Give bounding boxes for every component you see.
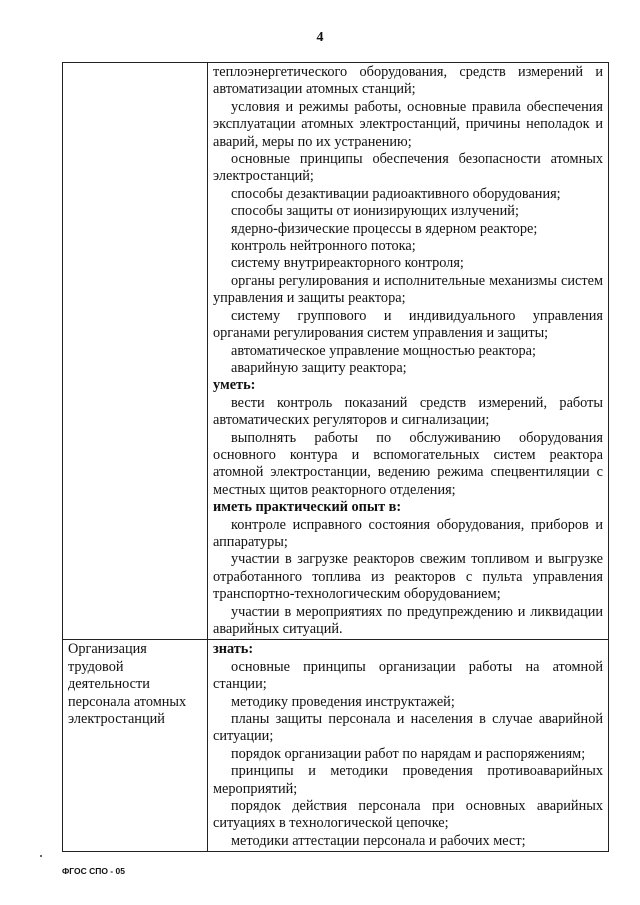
requirement-item: методики аттестации персонала и рабочих мест; [231, 832, 526, 849]
requirement-heading: иметь практический опыт в: [213, 499, 402, 516]
requirement-item: вести контроль показаний средств измерений, работы автоматических регуляторов и сигнализации; [213, 394, 603, 429]
requirements-cell [208, 63, 609, 640]
requirement-item: контроле исправного состояния оборудования, приборов и аппаратуры; [213, 516, 603, 550]
section-title-cell [63, 63, 208, 640]
requirement-item: порядок организации работ по нарядам и распоряжениям; [231, 745, 586, 762]
requirement-item: аварийную защиту реактора; [231, 359, 407, 376]
section-title-line: Организация [68, 641, 147, 658]
requirements-cell [208, 640, 609, 852]
requirement-item: принципы и методики проведения противоаварийных мероприятий; [213, 763, 603, 797]
requirement-item: систему группового и индивидуального управления органами регулирования систем управления и защиты; [213, 307, 603, 342]
competency-table [62, 62, 609, 852]
requirement-item: методику проведения инструктажей; [231, 693, 455, 710]
requirement-item: ядерно-физические процессы в ядерном реакторе; [231, 220, 538, 237]
section-title-line: трудовой [68, 658, 124, 675]
requirement-item: основные принципы обеспечения безопасности атомных электростанций; [213, 151, 603, 185]
requirement-item: способы защиты от ионизирующих излучений; [231, 203, 519, 220]
requirement-item: систему внутриреакторного контроля; [231, 255, 464, 272]
requirement-item: участии в мероприятиях по предупреждению и ликвидации аварийных ситуаций. [213, 603, 603, 637]
requirement-item: контроль нейтронного потока; [231, 238, 416, 255]
scan-speck [40, 855, 42, 857]
footer-label: ФГОС СПО - 05 [62, 866, 125, 876]
section-title-line: персонала атомных [68, 693, 187, 710]
section-title-cell [63, 640, 208, 852]
requirement-heading: уметь: [213, 377, 256, 394]
requirement-item: основные принципы организации работы на атомной станции; [213, 658, 603, 693]
table-row [63, 63, 609, 640]
page-number: 4 [316, 30, 324, 45]
table-row [63, 640, 609, 852]
requirement-item: автоматическое управление мощностью реактора; [231, 342, 536, 359]
requirement-item: планы защиты персонала и населения в случае аварийной ситуации; [213, 711, 603, 745]
requirement-item: теплоэнергетического оборудования, средств измерений и автоматизации атомных станций; [213, 64, 603, 98]
requirement-item: условия и режимы работы, основные правила обеспечения эксплуатации атомных электростанций, причины неполадок и аварий, меры по их устранению; [213, 98, 603, 150]
requirement-item: способы дезактивации радиоактивного оборудования; [231, 185, 561, 202]
requirement-item: порядок действия персонала при основных аварийных ситуациях в технологической цепочке; [213, 798, 603, 832]
section-title-line: деятельности [68, 676, 150, 693]
requirement-item: участии в загрузке реакторов свежим топливом и выгрузке отработанного топлива из реакторов с пульта управления транспортно-технологическим оборудованием; [213, 551, 603, 603]
requirement-heading: знать: [213, 641, 254, 658]
requirement-item: органы регулирования и исполнительные механизмы систем управления и защиты реактора; [213, 272, 603, 307]
requirement-item: выполнять работы по обслуживанию оборудования основного контура и вспомогательных систем реактора атомной электростанции, ведению режима спецвентиляции с местных щитов реакторного отделения; [213, 429, 603, 498]
section-title-line: электростанций [68, 711, 165, 728]
